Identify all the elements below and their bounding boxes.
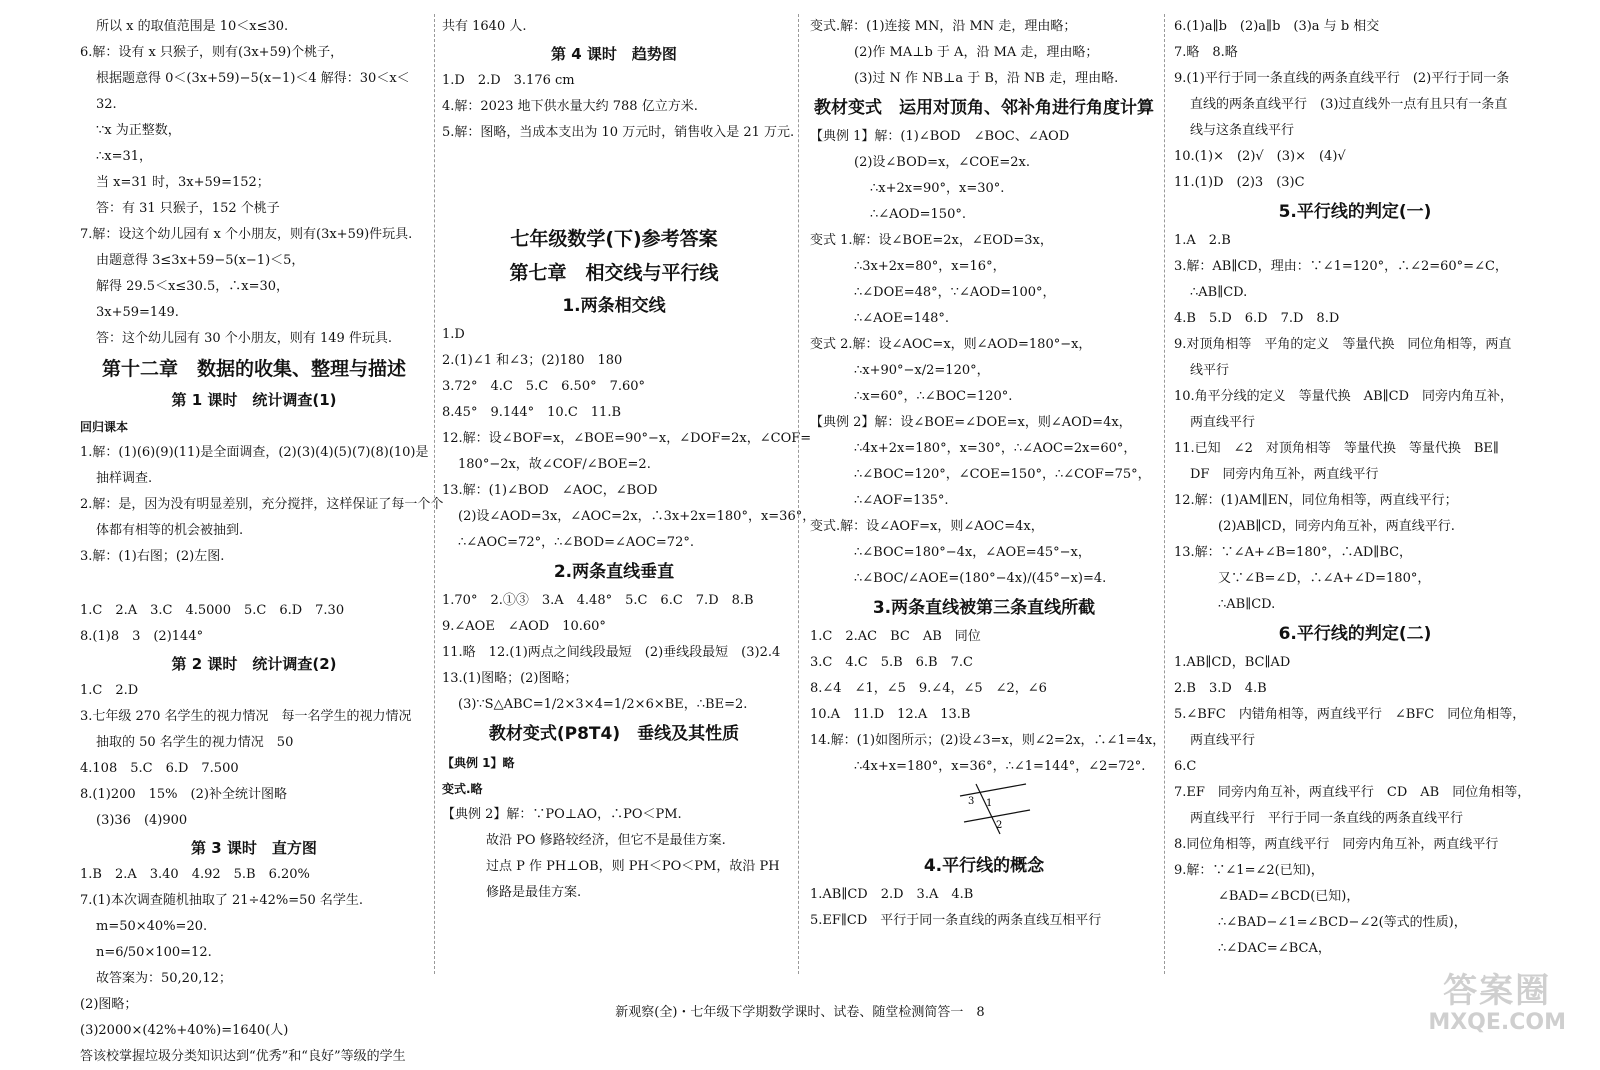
answer-line: 1.C 2.D <box>80 683 139 698</box>
section-heading: 第 3 课时 直方图 <box>191 839 317 857</box>
answer-line: ∵x 为正整数， <box>96 123 181 138</box>
section-heading: 教材变式 运用对顶角、邻补角进行角度计算 <box>814 98 1154 118</box>
answer-line: 【典例 2】解：∵PO⊥AO，∴PO＜PM. <box>442 807 682 822</box>
answer-line: 两直线平行 <box>1190 733 1256 748</box>
answer-line: 9.解：∵∠1=∠2(已知)， <box>1174 863 1324 878</box>
answer-line: ∴∠BOC/∠AOE=(180°−4x)/(45°−x)=4. <box>854 571 1107 586</box>
answer-line: 变式.略 <box>442 782 483 796</box>
answer-line: 3.七年级 270 名学生的视力情况 每一名学生的视力情况 <box>80 709 412 724</box>
column-divider <box>434 14 435 974</box>
answer-line: 1.B 2.A 3.40 4.92 5.B 6.20% <box>80 867 310 882</box>
answer-line: 共有 1640 人. <box>442 19 527 34</box>
answer-line: 2.B 3.D 4.B <box>1174 681 1267 696</box>
answer-line: 5.解：图略，当成本支出为 10 万元时，销售收入是 21 万元. <box>442 125 795 140</box>
answer-line: 8.(1)200 15% (2)补全统计图略 <box>80 787 287 802</box>
column-divider <box>798 14 799 974</box>
answer-line: 答：这个幼儿园有 30 个小朋友，则有 149 件玩具. <box>96 331 393 346</box>
answer-line: 9.对顶角相等 平角的定义 等量代换 同位角相等，两直 <box>1174 337 1512 352</box>
answer-line: 1.D <box>442 327 465 342</box>
answer-line: (3)2000×(42%+40%)=1640(人) <box>80 1023 289 1038</box>
answer-line: DF 同旁内角互补，两直线平行 <box>1190 467 1379 482</box>
answer-line: ∴∠DOE=48°，∵∠AOD=100°， <box>854 285 1056 300</box>
answer-line: 两直线平行 <box>1190 415 1256 430</box>
section-heading: 第七章 相交线与平行线 <box>509 262 719 284</box>
answer-line: 13.(1)图略；(2)图略； <box>442 671 578 686</box>
answer-line: 3x+59=149. <box>96 305 179 320</box>
answer-line: ∴x=60°，∴∠BOC=120°. <box>854 389 1013 404</box>
answer-line: 【典例 1】解：(1)∠BOD ∠BOC、∠AOD <box>810 129 1070 144</box>
answer-line: m=50×40%=20. <box>96 919 208 934</box>
answer-line: 故答案为：50,20,12； <box>96 971 232 986</box>
answer-line: 【典例 1】略 <box>442 756 515 770</box>
answer-line: 过点 P 作 PH⊥OB，则 PH＜PO＜PM，故沿 PH <box>486 859 780 874</box>
answer-line: 由题意得 3≤3x+59−5(x−1)＜5， <box>96 253 305 268</box>
answer-line: 抽取的 50 名学生的视力情况 50 <box>96 735 294 750</box>
transversal-figure <box>960 784 1030 834</box>
answer-line: 10.A 11.D 12.A 13.B <box>810 707 971 722</box>
answer-line: 故沿 PO 修路较经济，但它不是最佳方案. <box>486 833 726 848</box>
angle-label-2: 2 <box>996 820 1003 831</box>
answer-line <box>80 570 428 598</box>
answer-line: ∴4x+2x=180°，x=30°，∴∠AOC=2x=60°， <box>854 441 1137 456</box>
answer-line: 又∵∠B=∠D，∴∠A+∠D=180°， <box>1218 571 1431 586</box>
answer-line: 1.A 2.B <box>1174 233 1231 248</box>
answer-line: (2)图略； <box>80 997 138 1012</box>
answer-line: 10.角平分线的定义 等量代换 AB∥CD 同旁内角互补， <box>1174 389 1513 404</box>
watermark-logo <box>1428 972 1566 1036</box>
answer-column-3 <box>806 14 1166 974</box>
answer-line: 11.略 12.(1)两点之间线段最短 (2)垂线段最短 (3)2.4 <box>442 645 781 660</box>
answer-line: 答该校掌握垃圾分类知识达到“优秀”和“良好”等级的学生 <box>80 1049 406 1064</box>
answer-line: 解得 29.5＜x≤30.5，∴x=30， <box>96 279 290 294</box>
answer-line: 所以 x 的取值范围是 10＜x≤30. <box>96 19 289 34</box>
section-heading: 第 1 课时 统计调查(1) <box>171 391 337 409</box>
answer-line: 根据题意得 0＜(3x+59)−5(x−1)＜4 解得：30＜x＜ <box>96 71 410 86</box>
angle-label-3: 3 <box>968 796 975 807</box>
answer-line: 线平行 <box>1190 363 1230 378</box>
answer-line: 1.D 2.D 3.176 cm <box>442 73 575 88</box>
answer-line: (3)过 N 作 NB⊥a 于 B，沿 NB 走，理由略. <box>854 71 1119 86</box>
answer-line: 1.C 2.AC BC AB 同位 <box>810 629 981 644</box>
section-heading: 教材变式(P8T4) 垂线及其性质 <box>488 724 740 744</box>
answer-line: 修路是最佳方案. <box>486 885 582 900</box>
answer-line <box>442 146 786 194</box>
page-footer: 新观察(全)・七年级下学期数学课时、试卷、随堂检测简答一 8 <box>615 1005 985 1020</box>
answer-line: 12.解：设∠BOF=x，∠BOE=90°−x，∠DOF=2x，∠COF= <box>442 431 812 446</box>
answer-line: ∴AB∥CD. <box>1218 597 1276 612</box>
answer-line: 8.同位角相等，两直线平行 同旁内角互补，两直线平行 <box>1174 837 1499 852</box>
answer-line: 7.解：设这个幼儿园有 x 个小朋友，则有(3x+59)件玩具. <box>80 227 413 242</box>
answer-line: ∴∠BAD−∠1=∠BCD−∠2(等式的性质)， <box>1218 915 1467 930</box>
answer-line: 【典例 2】解：设∠BOE=∠DOE=x，则∠AOD=4x， <box>810 415 1132 430</box>
answer-line: (3)∵S△ABC=1/2×3×4=1/2×6×BE，∴BE=2. <box>458 697 748 712</box>
section-heading: 5.平行线的判定(一) <box>1278 202 1432 222</box>
answer-line: 1.70° 2.①③ 3.A 4.48° 5.C 6.C 7.D 8.B <box>442 593 754 608</box>
answer-line: 6.(1)a∥b (2)a∥b (3)a 与 b 相交 <box>1174 19 1380 34</box>
answer-line: ∴∠AOF=135°. <box>854 493 949 508</box>
answer-line: 9.∠AOE ∠AOD 10.60° <box>442 619 606 634</box>
answer-line: 12.解：(1)AM∥EN，同位角相等，两直线平行； <box>1174 493 1458 508</box>
answer-line: (2)设∠AOD=3x，∠AOC=2x，∴3x+2x=180°，x=36°， <box>458 509 816 524</box>
answer-line: ∠BAD=∠BCD(已知)， <box>1218 889 1360 904</box>
answer-line: 变式.解：(1)连接 MN，沿 MN 走，理由略； <box>810 19 1077 34</box>
answer-line: ∴∠BOC=120°，∠COE=150°，∴∠COF=75°， <box>854 467 1151 482</box>
answer-line: 4.B 5.D 6.D 7.D 8.D <box>1174 311 1340 326</box>
answer-line: 1.AB∥CD 2.D 3.A 4.B <box>810 887 974 902</box>
answer-line: 3.解：(1)右图；(2)左图. <box>80 549 225 564</box>
section-heading: 1.两条相交线 <box>562 296 666 316</box>
answer-line: 抽样调查. <box>96 471 153 486</box>
answer-line: 13.解：∵∠A+∠B=180°，∴AD∥BC， <box>1174 545 1413 560</box>
section-heading: 2.两条直线垂直 <box>553 562 675 582</box>
answer-line: 3.C 4.C 5.B 6.B 7.C <box>810 655 973 670</box>
answer-line: 两直线平行 平行于同一条直线的两条直线平行 <box>1190 811 1464 826</box>
answer-line: 14.解：(1)如图所示；(2)设∠3=x，则∠2=2x，∴∠1=4x， <box>810 733 1166 748</box>
answer-column-1 <box>76 14 444 1064</box>
section-heading: 6.平行线的判定(二) <box>1278 624 1432 644</box>
answer-column-4 <box>1170 14 1540 974</box>
answer-line: 11.(1)D (2)3 (3)C <box>1174 175 1305 190</box>
section-heading: 4.平行线的概念 <box>923 856 1045 876</box>
section-heading: 第十二章 数据的收集、整理与描述 <box>101 358 406 380</box>
answer-line: 2.(1)∠1 和∠3；(2)180 180 <box>442 353 623 368</box>
column-3-upper <box>810 14 1166 780</box>
answer-line: ∴∠AOC=72°，∴∠BOD=∠AOC=72°. <box>458 535 694 550</box>
answer-line: 3.72° 4.C 5.C 6.50° 7.60° <box>442 379 646 394</box>
column-3-lower <box>810 850 1158 934</box>
answer-line: 9.(1)平行于同一条直线的两条直线平行 (2)平行于同一条 <box>1174 71 1510 86</box>
answer-line: ∴x+2x=90°，x=30°. <box>870 181 1005 196</box>
answer-line: 变式 2.解：设∠AOC=x，则∠AOD=180°−x， <box>810 337 1092 352</box>
answer-line: (2)作 MA⊥b 于 A，沿 MA 走，理由略； <box>854 45 1099 60</box>
answer-line: ∴∠AOE=148°. <box>854 311 950 326</box>
section-heading: 第 4 课时 趋势图 <box>551 45 677 63</box>
answer-line: 7.略 8.略 <box>1174 45 1238 60</box>
answer-line: 4.解：2023 地下供水量大约 788 亿立方米. <box>442 99 698 114</box>
answer-line: 8.45° 9.144° 10.C 11.B <box>442 405 622 420</box>
answer-line: 4.108 5.C 6.D 7.500 <box>80 761 239 776</box>
answer-line: 回归课本 <box>80 420 129 434</box>
answer-line: ∴∠DAC=∠BCA， <box>1218 941 1331 956</box>
angle-label-1: 1 <box>986 798 993 809</box>
answer-line: 7.EF 同旁内角互补，两直线平行 CD AB 同位角相等， <box>1174 785 1531 800</box>
answer-line <box>442 194 786 222</box>
answer-line: 6.C <box>1174 759 1197 774</box>
answer-column-2 <box>438 14 816 974</box>
section-heading: 第 2 课时 统计调查(2) <box>171 655 337 673</box>
answer-line: 直线的两条直线平行 (3)过直线外一点有且只有一条直 <box>1190 97 1508 112</box>
answer-line: 1.解：(1)(6)(9)(11)是全面调查，(2)(3)(4)(5)(7)(8)(10)是 <box>80 445 429 460</box>
answer-line: ∴x+90°−x/2=120°， <box>854 363 990 378</box>
answer-line: ∴∠BOC=180°−4x，∠AOE=45°−x， <box>854 545 1091 560</box>
section-heading: 七年级数学(下)参考答案 <box>510 228 718 250</box>
answer-line: 32. <box>96 97 117 112</box>
watermark-top: 答案圈 <box>1443 971 1552 1011</box>
answer-line: (3)36 (4)900 <box>96 813 188 828</box>
answer-line: 10.(1)× (2)√ (3)× (4)√ <box>1174 149 1346 164</box>
answer-line: ∴∠AOD=150°. <box>870 207 966 222</box>
watermark-bottom: MXQE.COM <box>1428 1010 1566 1035</box>
answer-line: 3.解：AB∥CD，理由：∵∠1=120°，∴∠2=60°=∠C， <box>1174 259 1508 274</box>
answer-line: 变式 1.解：设∠BOE=2x，∠EOD=3x， <box>810 233 1053 248</box>
answer-line: 线与这条直线平行 <box>1190 123 1295 138</box>
line-a <box>960 784 1026 796</box>
answer-line: 5.EF∥CD 平行于同一条直线的两条直线互相平行 <box>810 913 1102 928</box>
section-heading: 3.两条直线被第三条直线所截 <box>872 598 1096 618</box>
answer-line: 8.(1)8 3 (2)144° <box>80 629 204 644</box>
answer-line: ∴4x+x=180°，x=36°，∴∠1=144°，∠2=72°. <box>854 759 1146 774</box>
answer-line: (2)设∠BOD=x，∠COE=2x. <box>854 155 1031 170</box>
answer-line: 11.已知 ∠2 对顶角相等 等量代换 等量代换 BE∥ <box>1174 441 1499 456</box>
answer-line: 变式.解：设∠AOF=x，则∠AOC=4x， <box>810 519 1044 534</box>
answer-line: n=6/50×100=12. <box>96 945 212 960</box>
answer-line: (2)AB∥CD，同旁内角互补，两直线平行. <box>1218 519 1455 534</box>
answer-line: 180°−2x，故∠COF/∠BOE=2. <box>458 457 651 472</box>
answer-line: 答：有 31 只猴子，152 个桃子 <box>96 201 280 216</box>
answer-line: 1.AB∥CD，BC∥AD <box>1174 655 1291 670</box>
answer-line: 8.∠4 ∠1，∠5 9.∠4，∠5 ∠2，∠6 <box>810 681 1047 696</box>
answer-line: 当 x=31 时，3x+59=152； <box>96 175 270 190</box>
answer-line: ∴3x+2x=80°，x=16°， <box>854 259 1006 274</box>
answer-line: 2.解：是，因为没有明显差别，充分搅拌，这样保证了每一个个 <box>80 497 444 512</box>
answer-line: 7.(1)本次调查随机抽取了 21÷42%=50 名学生. <box>80 893 363 908</box>
answer-line: 1.C 2.A 3.C 4.5000 5.C 6.D 7.30 <box>80 603 345 618</box>
answer-line: 体都有相等的机会被抽到. <box>96 523 244 538</box>
answer-line: 6.解：设有 x 只猴子，则有(3x+59)个桃子， <box>80 45 344 60</box>
answer-line: ∴x=31， <box>96 149 153 164</box>
answer-line: ∴AB∥CD. <box>1190 285 1248 300</box>
answer-line: 13.解：(1)∠BOD ∠AOC，∠BOD <box>442 483 658 498</box>
answer-line: 5.∠BFC 内错角相等，两直线平行 ∠BFC 同位角相等， <box>1174 707 1526 722</box>
column-divider <box>1164 14 1165 974</box>
